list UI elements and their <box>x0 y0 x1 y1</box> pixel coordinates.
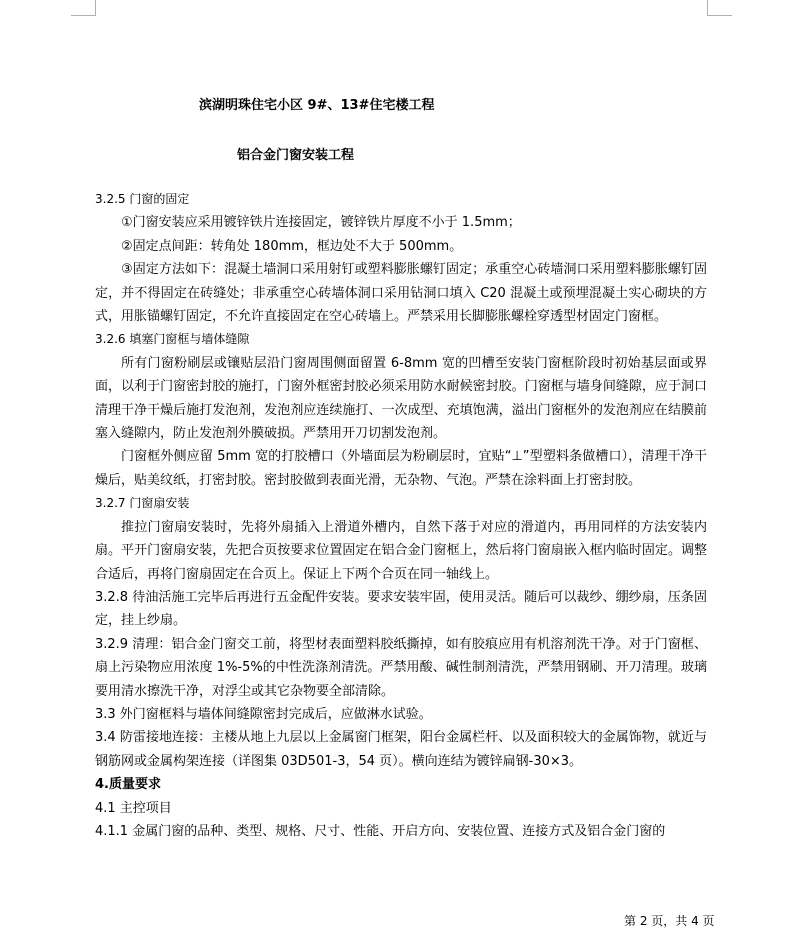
list-item: ①门窗安装应采用镀锌铁片连接固定，镀锌铁片厚度不小于 1.5mm； <box>121 215 521 231</box>
document-subtitle: 铝合金门窗安装工程 <box>237 148 355 163</box>
paragraph: 推拉门窗扇安装时，先将外扇插入上滑道外槽内，自然下落于对应的滑道内，再用同样的方法安装内扇。平开门窗扇安装，先把合页按要求位置固定在铝合金门窗框上，然后将门窗扇嵌入框内临时固定。调整合适后，再将门窗扇固定在合页上。保证上下两个合页在同一轴线上。 <box>95 519 707 582</box>
paragraph: 门窗框外侧应留 5mm 宽的打胶槽口（外墙面层为粉刷层时，宜贴“⊥”型塑料条做槽口），清理干净干燥后，贴美纹纸，打密封胶。密封胶做到表面光滑，无杂物、气泡。严禁在涂料面上打密封胶。 <box>95 449 707 488</box>
section-heading-3-2-7: 3.2.7 门窗扇安装 <box>95 496 190 511</box>
paragraph: 3.4 防雷接地连接：主楼从地上九层以上金属窗门框架，阳台金属栏杆、以及面积较大的金属饰物，就近与钢筋网或金属构架连接（详图集 03D501-3，54 页）。横向连结为镀锌扁钢-30×3。 <box>95 730 707 769</box>
document-title: 滨湖明珠住宅小区 9#、13#住宅楼工程 <box>199 98 435 113</box>
crop-mark-right <box>707 0 732 16</box>
section-heading-3-2-5: 3.2.5 门窗的固定 <box>95 192 190 206</box>
crop-mark-left <box>71 0 96 16</box>
page-number: 第 2 页，共 4 页 <box>624 914 715 928</box>
list-item: ②固定点间距：转角处 180mm，框边处不大于 500mm。 <box>121 238 463 254</box>
paragraph: 4.1.1 金属门窗的品种、类型、规格、尺寸、性能、开启方向、安装位置、连接方式及铝合金门窗的 <box>95 823 666 839</box>
paragraph: 3.3 外门窗框料与墙体间缝隙密封完成后，应做淋水试验。 <box>95 706 432 722</box>
paragraph: 所有门窗粉刷层或镶贴层沿门窗周围侧面留置 6-8mm 宽的凹槽至安装门窗框阶段时初始基层面或界面，以利于门窗密封胶的施打，门窗外框密封胶必须采用防水耐候密封胶。门窗框与墙身间缝隙，应于洞口清理干净干燥后施打发泡剂，发泡剂应连续施打、一次成型、充填饱满，溢出门窗框外的发泡剂应在结膜前塞入缝隙内，防止发泡剂外膜破损。严禁用开刀切割发泡剂。 <box>95 355 707 442</box>
paragraph: 3.2.8 待油活施工完毕后再进行五金配件安装。要求安装牢固，使用灵活。随后可以裁纱、绷纱扇，压条固定，挂上纱扇。 <box>95 589 707 629</box>
document-body <box>95 188 707 843</box>
paragraph: 3.2.9 清理：铝合金门窗交工前，将型材表面塑料胶纸撕掉，如有胶痕应用有机溶剂洗干净。对于门窗框、扇上污染物应用浓度 1%-5%的中性洗涤剂清洗。严禁用酸、碱性制剂清洗，严禁用钢刷、开刀清理。玻璃要用清水擦洗干净，对浮尘或其它杂物要全部清除。 <box>95 636 707 699</box>
list-item: ③固定方法如下：混凝土墙洞口采用射钉或塑料膨胀螺钉固定；承重空心砖墙洞口采用塑料膨胀螺钉固定，并不得固定在砖缝处；非承重空心砖墙体洞口采用钻洞口填入 C20 混凝土或预埋混凝土实心砌块的方式，用胀锚螺钉固定，不允许直接固定在空心砖墙上。严禁采用长脚膨胀螺栓穿透型材固定门窗框。 <box>95 262 707 325</box>
section-heading-4-1: 4.1 主控项目 <box>95 800 172 816</box>
section-heading-3-2-6: 3.2.6 填塞门窗框与墙体缝隙 <box>95 332 250 347</box>
section-heading-4: 4.质量要求 <box>95 777 161 793</box>
